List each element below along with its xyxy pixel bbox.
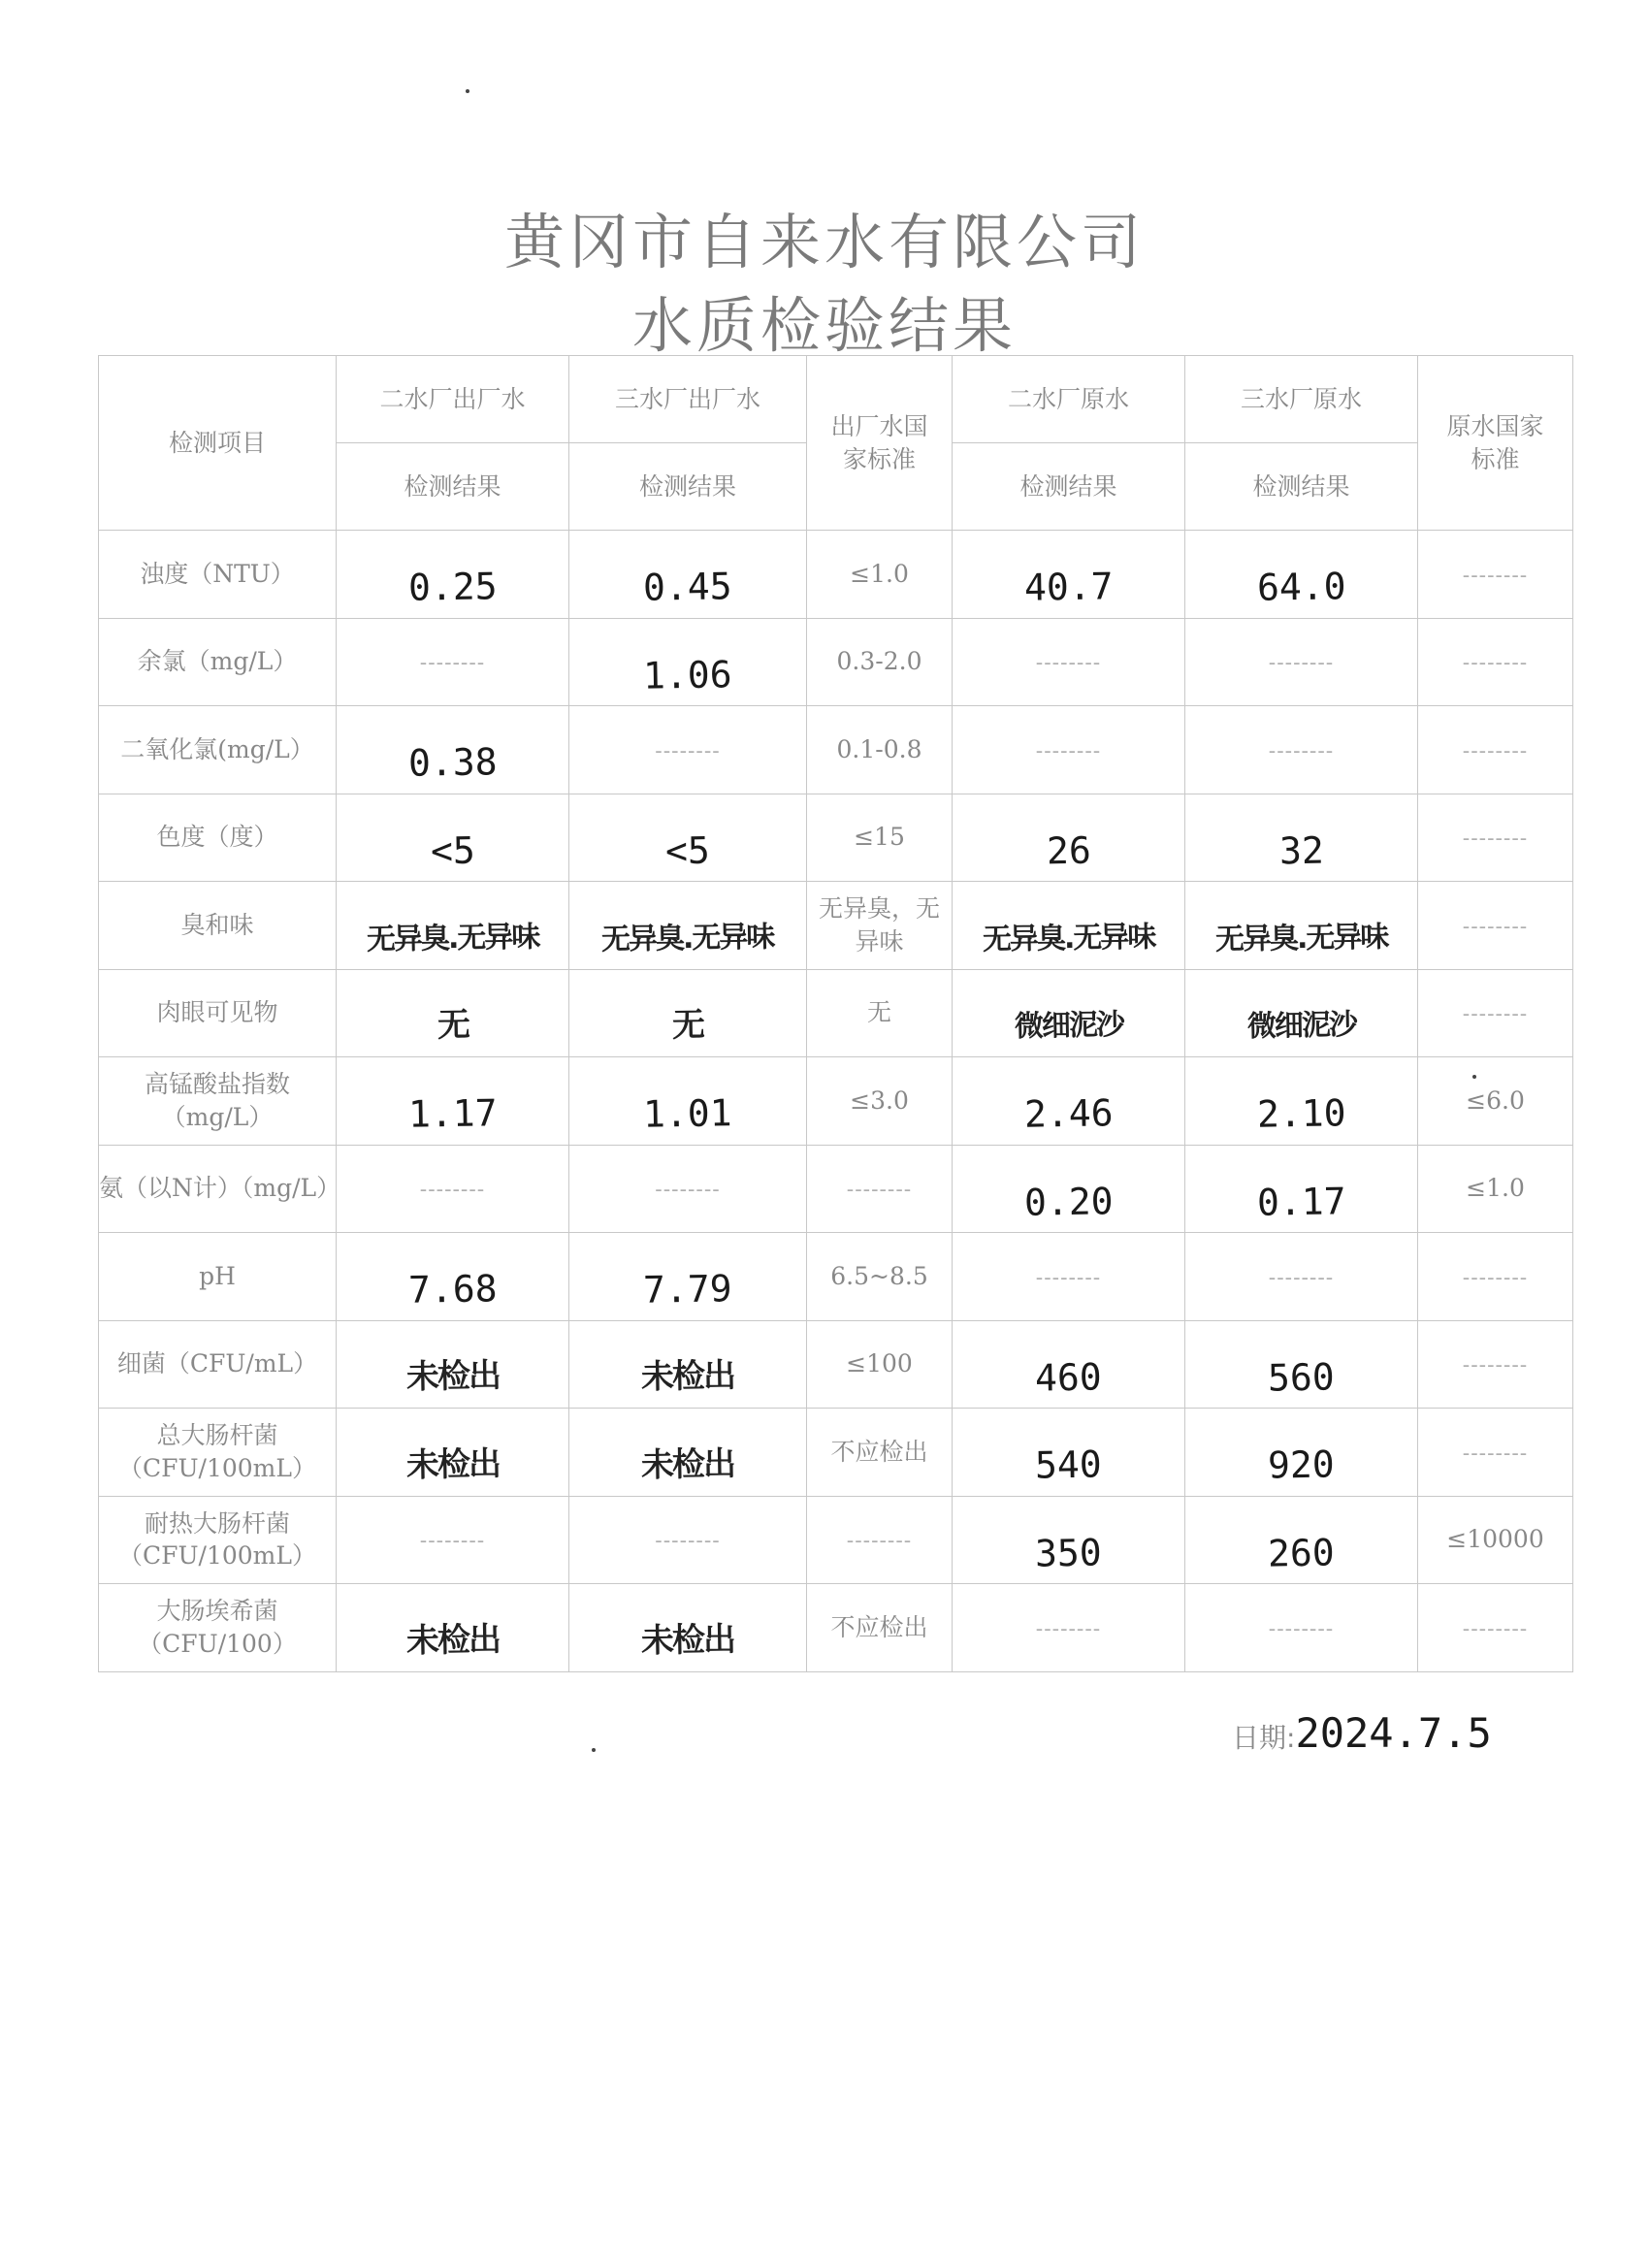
raw-std-value [1418, 794, 1573, 882]
plant3-out-value-text: <5 [664, 828, 711, 872]
out-std-value-text: 不应检出 [830, 1437, 928, 1466]
item-name: 大肠埃希菌（CFU/100） [99, 1584, 337, 1672]
plant3-out-value-text: 未检出 [640, 1356, 735, 1398]
raw-std-value-text: -------- [1462, 651, 1529, 676]
plant2-raw-value-text: 540 [1034, 1442, 1103, 1487]
date-label: 日期: [1232, 1722, 1296, 1754]
plant2-out-value [337, 882, 569, 970]
plant3-out-value [569, 882, 807, 970]
plant3-raw-value [1185, 706, 1418, 794]
plant3-out-value [569, 1233, 807, 1321]
plant3-raw-value [1185, 1320, 1418, 1409]
plant2-raw-value [953, 706, 1185, 794]
company-title: 黄冈市自来水有限公司 [503, 207, 1145, 277]
plant3-out-value-text: 无 [671, 1006, 704, 1046]
out-std-value-text: ≤3.0 [850, 1085, 909, 1115]
plant2-out-value-text: 未检出 [405, 1443, 500, 1485]
raw-std-value [1418, 706, 1573, 794]
plant3-raw-value [1185, 794, 1418, 882]
plant3-raw-value-text: 微细泥沙 [1246, 1008, 1356, 1044]
header-row [99, 356, 1573, 443]
plant2-out-value-text: 0.25 [407, 565, 498, 609]
col-raw-std: 原水国家标准 [1418, 356, 1573, 531]
out-std-value-text: 0.1-0.8 [836, 734, 922, 763]
out-std-value-text: 无异臭，无异味 [818, 894, 940, 956]
plant3-raw-value [1185, 1584, 1418, 1672]
out-std-value [807, 1057, 953, 1146]
plant3-raw-value [1185, 882, 1418, 970]
table-row [99, 1233, 1573, 1321]
col-plant3-raw: 三水厂原水 [1185, 356, 1418, 443]
table-row [99, 1496, 1573, 1584]
item-name: 色度（度） [99, 794, 337, 882]
table-row [99, 882, 1573, 970]
raw-std-value [1418, 1496, 1573, 1584]
plant2-raw-value-text: 350 [1034, 1530, 1103, 1575]
plant3-raw-value [1185, 618, 1418, 706]
raw-std-value-text: ≤1.0 [1466, 1174, 1525, 1203]
raw-std-value [1418, 1584, 1573, 1672]
plant2-raw-value-text: 微细泥沙 [1014, 1008, 1123, 1044]
raw-std-value [1418, 1057, 1573, 1146]
plant2-out-value [337, 706, 569, 794]
plant3-raw-value-text: 无异臭.无异味 [1214, 919, 1388, 957]
plant3-raw-value [1185, 531, 1418, 619]
plant2-raw-value-text: -------- [1035, 1265, 1102, 1290]
out-std-value-text: ≤15 [854, 823, 905, 852]
plant2-out-value [337, 1409, 569, 1497]
plant2-out-value-text: 未检出 [405, 1356, 500, 1398]
table-row [99, 969, 1573, 1057]
out-std-value [807, 969, 953, 1057]
plant3-out-value [569, 969, 807, 1057]
plant3-out-value [569, 1409, 807, 1497]
plant2-out-value [337, 1320, 569, 1409]
plant3-out-value [569, 1584, 807, 1672]
out-std-value-text: 无 [866, 998, 891, 1027]
out-std-value-text: -------- [846, 1529, 913, 1554]
out-std-value-text: -------- [846, 1178, 913, 1203]
plant3-out-value [569, 531, 807, 619]
plant3-out-value [569, 618, 807, 706]
plant2-raw-value [953, 1584, 1185, 1672]
plant3-raw-value-text: -------- [1268, 651, 1335, 676]
plant2-raw-value [953, 1233, 1185, 1321]
sub-result: 检测结果 [953, 443, 1185, 531]
plant2-raw-value-text: 40.7 [1023, 565, 1114, 609]
plant3-out-value-text: -------- [655, 1529, 721, 1554]
plant3-out-value-text: 未检出 [640, 1619, 735, 1661]
plant3-out-value [569, 1145, 807, 1233]
plant3-out-value-text: 0.45 [642, 565, 733, 609]
item-name: 耐热大肠杆菌（CFU/100mL） [99, 1496, 337, 1584]
plant2-raw-value-text: -------- [1035, 1616, 1102, 1641]
table-row [99, 1320, 1573, 1409]
out-std-value [807, 1584, 953, 1672]
raw-std-value [1418, 531, 1573, 619]
plant2-out-value-text: 0.38 [407, 740, 498, 785]
plant2-raw-value-text: 无异臭.无异味 [982, 919, 1155, 957]
plant3-out-value-text: 1.01 [642, 1091, 733, 1136]
scan-speck [592, 1748, 596, 1752]
plant2-out-value [337, 1584, 569, 1672]
plant3-out-value [569, 1496, 807, 1584]
raw-std-value [1418, 882, 1573, 970]
plant2-raw-value [953, 794, 1185, 882]
table-row [99, 531, 1573, 619]
item-name: pH [99, 1233, 337, 1321]
out-std-value-text: ≤100 [846, 1349, 913, 1378]
plant3-raw-value-text: 920 [1267, 1442, 1336, 1487]
report-title: 水质检验结果 [631, 290, 1017, 361]
item-name: 臭和味 [99, 882, 337, 970]
plant2-raw-value-text: 2.46 [1023, 1091, 1114, 1136]
plant3-out-value-text: -------- [655, 1178, 721, 1203]
item-name: 二氧化氯(mg/L） [99, 706, 337, 794]
table-row [99, 1409, 1573, 1497]
plant3-raw-value [1185, 1233, 1418, 1321]
col-plant2-raw: 二水厂原水 [953, 356, 1185, 443]
table-row [99, 1584, 1573, 1672]
plant3-raw-value-text: 560 [1267, 1354, 1336, 1400]
scan-speck [1472, 1075, 1476, 1079]
table-row [99, 1057, 1573, 1146]
out-std-value-text: 0.3-2.0 [836, 647, 922, 676]
item-header: 检测项目 [99, 356, 337, 531]
out-std-value-text: ≤1.0 [850, 559, 909, 588]
plant2-out-value-text: 未检出 [405, 1619, 500, 1661]
out-std-value [807, 794, 953, 882]
plant2-out-value [337, 1496, 569, 1584]
plant2-raw-value [953, 1145, 1185, 1233]
plant3-out-value-text: 无异臭.无异味 [600, 919, 774, 957]
table-row [99, 794, 1573, 882]
out-std-value-text: 6.5~8.5 [830, 1261, 928, 1290]
col-plant2-out: 二水厂出厂水 [337, 356, 569, 443]
item-name: 浊度（NTU） [99, 531, 337, 619]
plant2-raw-value-text: -------- [1035, 651, 1102, 676]
raw-std-value-text: -------- [1462, 914, 1529, 939]
raw-std-value-text: ≤6.0 [1466, 1085, 1525, 1115]
plant3-out-value-text: 未检出 [640, 1443, 735, 1485]
plant3-out-value [569, 1057, 807, 1146]
plant2-out-value-text: 1.17 [407, 1091, 498, 1136]
item-name: 总大肠杆菌（CFU/100mL） [99, 1409, 337, 1497]
plant2-out-value-text: -------- [419, 651, 486, 676]
plant3-raw-value-text: 0.17 [1256, 1179, 1346, 1224]
plant2-out-value-text: 无 [436, 1006, 469, 1046]
out-std-value-text: 不应检出 [830, 1612, 928, 1641]
table-row [99, 706, 1573, 794]
out-std-value [807, 531, 953, 619]
plant3-raw-value-text: 2.10 [1256, 1091, 1346, 1136]
raw-std-value [1418, 1320, 1573, 1409]
raw-std-value [1418, 1409, 1573, 1497]
raw-std-value-text: -------- [1462, 1353, 1529, 1378]
raw-std-value [1418, 1145, 1573, 1233]
plant2-out-value-text: 无异臭.无异味 [366, 919, 539, 957]
plant2-out-value-text: <5 [430, 828, 475, 872]
raw-std-value-text: -------- [1462, 738, 1529, 763]
plant2-raw-value [953, 1320, 1185, 1409]
plant3-raw-value [1185, 1057, 1418, 1146]
water-quality-table [98, 355, 1573, 1672]
plant2-raw-value-text: 460 [1034, 1354, 1103, 1400]
plant3-out-value-text: 7.79 [642, 1267, 733, 1312]
raw-std-value-text: -------- [1462, 1265, 1529, 1290]
sub-result: 检测结果 [337, 443, 569, 531]
sub-result: 检测结果 [1185, 443, 1418, 531]
date-value: 2024.7.5 [1295, 1709, 1492, 1757]
plant2-raw-value-text: 26 [1046, 828, 1091, 872]
sub-result: 检测结果 [569, 443, 807, 531]
plant3-out-value-text: 1.06 [642, 652, 733, 697]
table-row [99, 618, 1573, 706]
out-std-value [807, 882, 953, 970]
col-out-std: 出厂水国家标准 [807, 356, 953, 531]
plant2-raw-value [953, 882, 1185, 970]
out-std-value [807, 706, 953, 794]
raw-std-value-text: -------- [1462, 563, 1529, 588]
plant3-raw-value [1185, 1145, 1418, 1233]
scan-speck [466, 89, 469, 93]
plant2-out-value [337, 969, 569, 1057]
plant2-out-value [337, 531, 569, 619]
plant2-out-value [337, 1057, 569, 1146]
plant2-raw-value [953, 1496, 1185, 1584]
plant2-out-value-text: -------- [419, 1178, 486, 1203]
plant2-out-value [337, 1145, 569, 1233]
out-std-value [807, 618, 953, 706]
plant2-out-value-text: 7.68 [407, 1267, 498, 1312]
plant3-raw-value-text: -------- [1268, 738, 1335, 763]
plant2-raw-value [953, 531, 1185, 619]
plant3-raw-value-text: 32 [1278, 828, 1324, 872]
out-std-value [807, 1233, 953, 1321]
plant3-raw-value-text: -------- [1268, 1265, 1335, 1290]
plant2-raw-value [953, 1057, 1185, 1146]
plant3-out-value [569, 706, 807, 794]
plant2-out-value [337, 618, 569, 706]
plant2-out-value [337, 794, 569, 882]
table-row [99, 1145, 1573, 1233]
plant3-raw-value-text: 64.0 [1256, 565, 1346, 609]
plant2-raw-value [953, 618, 1185, 706]
plant2-raw-value-text: 0.20 [1023, 1179, 1114, 1224]
plant3-raw-value-text: 260 [1267, 1530, 1336, 1575]
col-plant3-out: 三水厂出厂水 [569, 356, 807, 443]
report-date [1232, 1709, 1492, 1757]
item-name: 肉眼可见物 [99, 969, 337, 1057]
item-name: 余氯（mg/L） [99, 618, 337, 706]
plant3-raw-value [1185, 1496, 1418, 1584]
raw-std-value-text: -------- [1462, 1002, 1529, 1027]
plant2-raw-value-text: -------- [1035, 738, 1102, 763]
out-std-value [807, 1409, 953, 1497]
plant2-raw-value [953, 1409, 1185, 1497]
raw-std-value-text: -------- [1462, 1616, 1529, 1641]
plant2-out-value [337, 1233, 569, 1321]
plant3-raw-value-text: -------- [1268, 1616, 1335, 1641]
raw-std-value-text: -------- [1462, 1441, 1529, 1466]
raw-std-value [1418, 1233, 1573, 1321]
item-name: 氨（以N计）（mg/L） [99, 1145, 337, 1233]
raw-std-value-text: -------- [1462, 826, 1529, 852]
plant3-out-value [569, 1320, 807, 1409]
raw-std-value [1418, 618, 1573, 706]
out-std-value [807, 1496, 953, 1584]
raw-std-value-text: ≤10000 [1446, 1525, 1544, 1554]
plant3-raw-value [1185, 1409, 1418, 1497]
out-std-value [807, 1145, 953, 1233]
item-name: 细菌（CFU/mL） [99, 1320, 337, 1409]
plant3-raw-value [1185, 969, 1418, 1057]
out-std-value [807, 1320, 953, 1409]
item-name: 高锰酸盐指数（mg/L） [99, 1057, 337, 1146]
plant2-out-value-text: -------- [419, 1529, 486, 1554]
plant3-out-value [569, 794, 807, 882]
raw-std-value [1418, 969, 1573, 1057]
plant2-raw-value [953, 969, 1185, 1057]
plant3-out-value-text: -------- [655, 738, 721, 763]
